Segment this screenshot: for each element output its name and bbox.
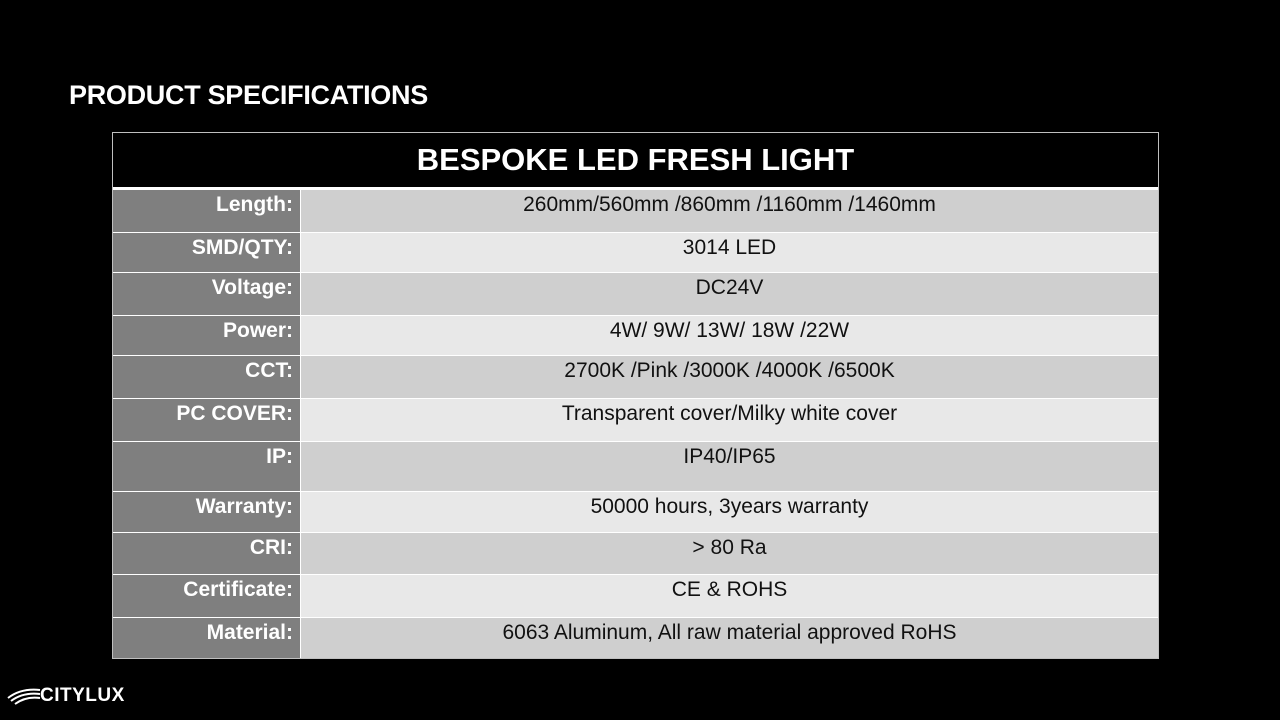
table-row bbox=[113, 356, 1158, 399]
spec-value: > 80 Ra bbox=[301, 533, 1158, 574]
spec-label: SMD/QTY: bbox=[113, 233, 301, 272]
spec-label: Certificate: bbox=[113, 575, 301, 617]
table-row bbox=[113, 190, 1158, 233]
table-row bbox=[113, 273, 1158, 316]
citylux-logo bbox=[7, 684, 133, 712]
table-row bbox=[113, 399, 1158, 442]
page-title: PRODUCT SPECIFICATIONS bbox=[69, 80, 428, 110]
table-row bbox=[113, 618, 1158, 658]
table-row bbox=[113, 442, 1158, 492]
spec-value: Transparent cover/Milky white cover bbox=[301, 399, 1158, 441]
spec-label: IP: bbox=[113, 442, 301, 491]
spec-label: Power: bbox=[113, 316, 301, 355]
table-row bbox=[113, 233, 1158, 273]
spec-label: CCT: bbox=[113, 356, 301, 398]
spec-value: 2700K /Pink /3000K /4000K /6500K bbox=[301, 356, 1158, 398]
spec-rows bbox=[113, 190, 1158, 658]
spec-label: Voltage: bbox=[113, 273, 301, 315]
spec-value: 6063 Aluminum, All raw material approved RoHS bbox=[301, 618, 1158, 658]
spec-value: CE & ROHS bbox=[301, 575, 1158, 617]
spec-label: Material: bbox=[113, 618, 301, 658]
spec-label: CRI: bbox=[113, 533, 301, 574]
spec-value: IP40/IP65 bbox=[301, 442, 1158, 491]
citylux-swoosh-icon bbox=[7, 686, 41, 708]
spec-table bbox=[112, 132, 1159, 659]
logo-text: CITYLUX bbox=[40, 685, 125, 706]
table-row bbox=[113, 575, 1158, 618]
table-title: BESPOKE LED FRESH LIGHT bbox=[113, 133, 1158, 190]
spec-label: PC COVER: bbox=[113, 399, 301, 441]
spec-value: DC24V bbox=[301, 273, 1158, 315]
table-row bbox=[113, 492, 1158, 533]
table-row bbox=[113, 316, 1158, 356]
spec-value: 260mm/560mm /860mm /1160mm /1460mm bbox=[301, 190, 1158, 232]
spec-label: Warranty: bbox=[113, 492, 301, 532]
spec-value: 3014 LED bbox=[301, 233, 1158, 272]
table-row bbox=[113, 533, 1158, 575]
spec-label: Length: bbox=[113, 190, 301, 232]
spec-value: 4W/ 9W/ 13W/ 18W /22W bbox=[301, 316, 1158, 355]
spec-value: 50000 hours, 3years warranty bbox=[301, 492, 1158, 532]
